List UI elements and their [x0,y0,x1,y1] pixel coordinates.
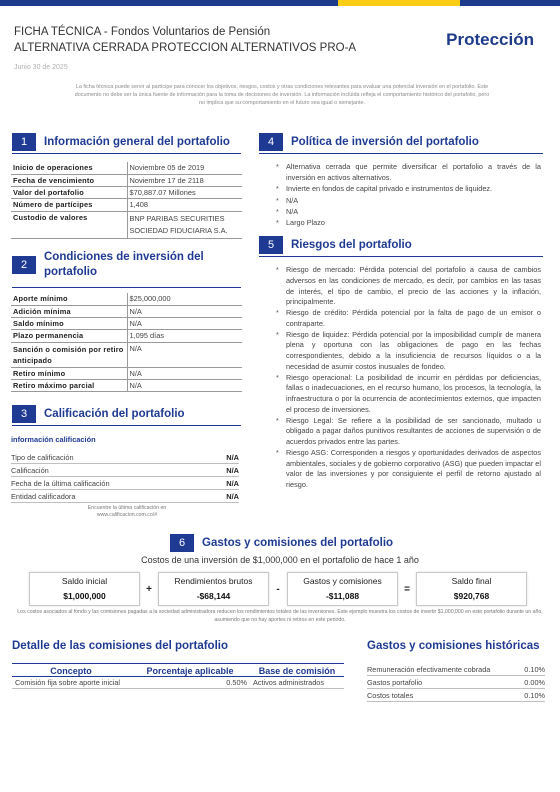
table-row [11,174,242,186]
list-item: * Riesgo operacional: La posibilidad de incurrir en pérdidas por deficiencias, fallas o inadecuaciones, en el recurso humano, los procesos, la tecnología, la infraestructura o por la ocurrencia de acontecimientos externos, que impacten el proceso de inversiones. [276,373,541,416]
section-divider [12,425,241,426]
row-key: Gastos portafolio [367,677,423,687]
row-key: Número de partícipes [11,199,127,211]
column-header: Porcentaje aplicable [130,664,250,677]
table-header-row [12,664,344,677]
list-item [11,464,239,477]
top-bar-blue-right [460,0,560,6]
section-rating-header [12,405,185,423]
section-risks-header [259,236,412,254]
historical-costs-list [367,663,545,702]
row-value: N/A [127,342,242,367]
section-policy-header [259,133,479,151]
gross-returns-box [158,572,269,606]
row-key: Remuneración efectivamente cobrada [367,664,491,674]
list-item: * Riesgo de crédito: Pérdida potencial por la falta de pago de un emisor o contraparte. [276,308,541,330]
row-key: Calificación [11,465,49,475]
row-key: Valor del portafolio [11,187,127,199]
list-item: * Largo Plazo [276,217,541,228]
list-item [11,477,239,490]
table-row [11,330,242,342]
row-value: Noviembre 05 de 2019 [127,162,242,174]
row-key: Fecha de la última calificación [11,478,110,488]
plus-operator: + [146,583,152,595]
row-key: Sanción o comisión por retiro anticipado [11,342,127,367]
section-costs-header [170,534,393,552]
row-key: Costos totales [367,690,414,700]
section-number: 2 [12,256,36,274]
historical-costs-title: Gastos y comisiones históricas [367,640,540,652]
section-general-header [12,133,230,151]
document-title: FICHA TÉCNICA - Fondos Voluntarios de Pensión [14,26,271,38]
row-key: Inicio de operaciones [11,162,127,174]
column-header: Concepto [12,664,130,677]
list-item: * Riesgo Legal: Se refiere a la posibilidad de ser sancionado, multado u obligado a pagar daños punitivos resultantes de acciones de supervisión o de acuerdos privados entre las partes. [276,416,541,448]
row-value: N/A [226,491,239,501]
row-key: Retiro máximo parcial [11,379,127,391]
box-value: -$68,144 [196,591,231,601]
section-title: Gastos y comisiones del portafolio [202,537,394,549]
row-key: Custodio de valores [11,211,127,238]
concept-cell: Comisión fija sobre aporte inicial [12,677,130,689]
row-value: BNP PARIBAS SECURITIES SOCIEDAD FIDUCIARIA S.A. [127,211,242,238]
rating-note-link[interactable]: Encuentre la última calificación en www.calificacion.com.co/# [87,505,167,518]
box-value: $920,768 [453,591,490,601]
box-label: Rendimientos brutos [174,576,253,586]
row-value: $25,000,000 [127,293,242,305]
table-row [11,318,242,330]
top-bar-blue-left [0,0,338,6]
list-item: * Riesgo ASG: Corresponden a riesgos y oportunidades derivados de aspectos ambientales, sociales y de gobierno corporativo (ASG) que pueden impactar el valor de las inversiones y por consiguiente el perfil de retorno ajustado al riesgo. [276,448,541,491]
list-item [11,451,239,464]
base-cell: Activos administrados [250,677,344,689]
column-header: Base de comisión [250,664,344,677]
row-value: N/A [226,452,239,462]
fees-box [287,572,398,606]
list-item: * N/A [276,195,541,206]
table-row [12,677,344,689]
table-row [11,199,242,211]
table-row [11,342,242,367]
box-label: Saldo final [451,576,492,586]
row-value: N/A [226,478,239,488]
rating-subtitle: información calificación [11,435,96,444]
section-divider [12,287,241,288]
table-row [11,162,242,174]
list-item [367,689,545,702]
section-title: Calificación del portafolio [44,408,185,420]
table-row [11,211,242,238]
list-item [367,663,545,676]
brand-logo: Protección [446,30,534,49]
section-number: 5 [259,236,283,254]
section-number: 4 [259,133,283,151]
row-value: N/A [127,318,242,330]
row-key: Plazo permanencia [11,330,127,342]
top-bar-yellow [338,0,460,6]
box-label: Saldo inicial [61,576,108,586]
row-value: 0.10% [524,664,545,674]
rating-list [11,451,239,503]
policy-list [276,161,541,228]
section-title: Información general del portafolio [44,136,230,148]
fee-detail-title: Detalle de las comisiones del portafolio [12,640,229,652]
fee-detail-table [12,663,344,689]
row-value: N/A [127,367,242,379]
row-key: Aporte mínimo [11,293,127,305]
list-item: * Alternativa cerrada que permite diversificar el portafolio a través de la inversión en activos alternativos. [276,161,541,183]
list-item: * N/A [276,206,541,217]
box-value: -$11,088 [325,591,360,601]
conditions-table [11,293,242,392]
row-value: N/A [127,305,242,317]
row-key: Adición mínima [11,305,127,317]
row-value: 1,408 [127,199,242,211]
row-value: N/A [226,465,239,475]
cost-breakdown [29,572,527,606]
row-value: 0.00% [524,677,545,687]
table-row [11,187,242,199]
section-conditions-header [12,250,232,280]
list-item: * Invierte en fondos de capital privado e instrumentos de liquidez. [276,183,541,194]
list-item: * Riesgo de mercado: Pérdida potencial del portafolio a causa de cambios adversos en las condiciones de mercado, es decir, por cambios en las tasas de interés, el tipo de cambio, el precio de las acciones y la inflación, principalmente. [276,265,541,308]
row-key: Tipo de calificación [11,452,74,462]
costs-subtitle: Costos de una inversión de $1,000,000 en el portafolio de hace 1 año [141,555,419,565]
minus-operator: - [276,583,280,595]
general-info-table [11,162,242,239]
row-value: Noviembre 17 de 2118 [127,174,242,186]
intro-disclaimer: La ficha técnica puede servir al partícipe para conocer los objetivos, riesgos, costos y otras condiciones relevantes para evaluar una potencial inversión en el portafolio. Este documento no debe ser la única fuente de información para la toma de decisiones de inversión. La información incluida refleja el comportamiento histórico del portafolio, pero no implica que su comportamiento en el futuro sea igual o semejante. [74,84,490,106]
section-title: Condiciones de inversión del portafolio [44,251,204,278]
section-number: 1 [12,133,36,151]
row-key: Saldo mínimo [11,318,127,330]
table-row [11,293,242,305]
equals-operator: = [404,583,410,595]
initial-balance-box [29,572,140,606]
row-key: Fecha de vencimiento [11,174,127,186]
table-row [11,379,242,391]
section-number: 3 [12,405,36,423]
row-value: 1,095 días [127,330,242,342]
table-row [11,367,242,379]
row-value: $70,887.07 Millones [127,187,242,199]
row-key: Entidad calificadora [11,491,76,501]
section-title: Riesgos del portafolio [291,239,412,251]
report-date: Junio 30 de 2025 [14,64,68,71]
section-divider [259,256,543,257]
risks-list [276,265,541,491]
box-value: $1,000,000 [63,591,106,601]
row-key: Retiro mínimo [11,367,127,379]
table-row [11,305,242,317]
section-divider [12,153,241,154]
list-item [11,490,239,503]
costs-note: Los costos asociados al fondo y las comisiones pagadas a la sociedad administradora reducen los rendimientos totales de las inversiones. Este ejemplo muestra los costos de invertir $1,000,000 en este portafolio durante un año, asumiendo que no hay aportes ni retiros en este periodo. [17,609,543,623]
box-label: Gastos y comisiones [303,576,382,586]
list-item [367,676,545,689]
section-divider [259,153,543,154]
fund-name: ALTERNATIVA CERRADA PROTECCION ALTERNATIVOS PRO-A [14,42,357,54]
row-value: 0.10% [524,690,545,700]
section-number: 6 [170,534,194,552]
section-title: Política de inversión del portafolio [291,136,479,148]
list-item: * Riesgo de liquidez: Pérdida potencial por la imposibilidad cumplir de manera plena y oportuna con las obligaciones de pago en las fechas correspondientes, debido a la insuficiencia de recursos líquidos o a la necesidad de asumir costos inusuales de fondeo. [276,330,541,373]
row-value: N/A [127,379,242,391]
percentage-cell: 0.50% [130,677,250,689]
final-balance-box [416,572,527,606]
